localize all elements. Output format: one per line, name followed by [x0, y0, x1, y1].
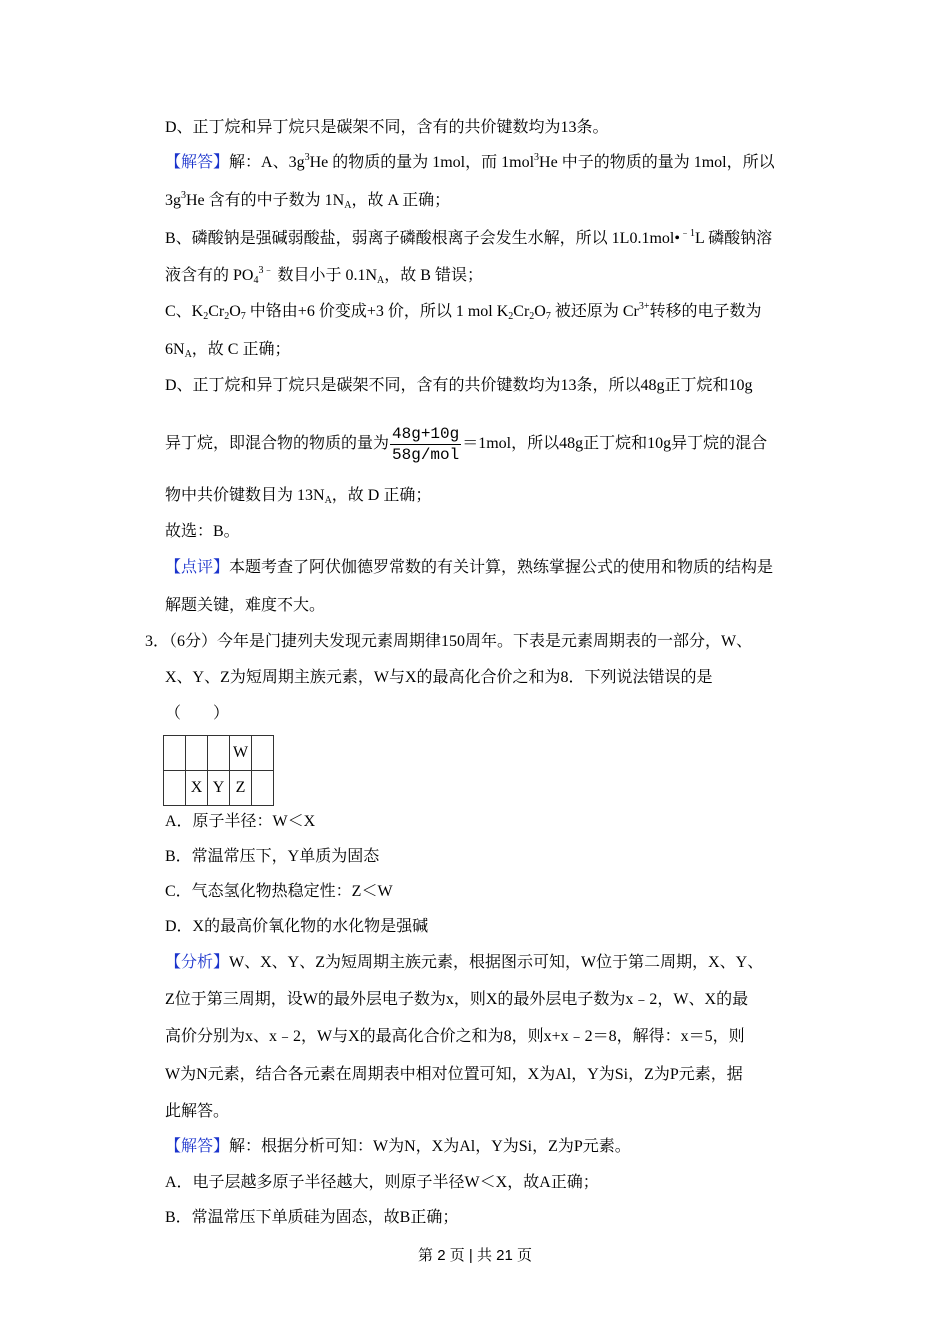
line8-post: ＝1mol，所以48g正丁烷和10g异丁烷的混合: [462, 435, 768, 453]
table-cell-x: X: [186, 771, 208, 806]
table-row: [164, 736, 274, 771]
q3-number: 3．: [145, 633, 170, 650]
q3-answer-line2: A．电子层越多原子半径越大，则原子半径W＜X，故A正确；: [165, 1174, 599, 1191]
prev-answer-line5: C、$K_2Cr_2O_7$ 中铬由+6 价变成+3 价，所以 1 mol $K_2Cr_2O_7$ 被还原为 $Cr^{3+}$转移的电子数为: [165, 301, 762, 322]
prev-answer-line6: $6N_A$，故 C 正确；: [165, 341, 291, 360]
q3-analysis-line2: Z位于第三周期，设W的最外层电子数为x，则X的最外层电子数为x﹣2，W、X的最: [165, 991, 749, 1008]
fraction: [390, 424, 461, 465]
table-cell-z: Z: [230, 771, 252, 806]
q3-option-d: D．X的最高价氧化物的水化物是强碱: [165, 918, 429, 935]
analysis-text: W、X、Y、Z为短周期主族元素，根据图示可知，W位于第二周期，X、Y、: [229, 954, 764, 971]
prev-comment-line1: [165, 558, 773, 578]
prev-answer-line2: $3g^3He$ 含有的中子数为 $1N_A$，故 A 正确；: [165, 190, 451, 211]
answer-tag: 【解答】: [165, 154, 230, 171]
q3-stem-line1: [145, 632, 752, 652]
page-footer: 第 2 页 | 共 21 页: [418, 1247, 532, 1264]
q3-stem-text: （6分）今年是门捷列夫发现元素周期律150周年。下表是元素周期表的一部分，W、: [169, 633, 753, 650]
prev-option-d: D、正丁烷和异丁烷只是碳架不同，含有的共价键数均为13条。: [165, 119, 609, 136]
q3-analysis-line5: 此解答。: [165, 1103, 230, 1120]
table-cell: [252, 736, 274, 771]
q3-analysis-line1: [165, 953, 763, 973]
periodic-table-fragment: [163, 735, 274, 806]
table-row: [164, 771, 274, 806]
prev-answer-line9: 物中共价键数目为 $13N_A$，故 D 正确；: [165, 487, 432, 506]
q3-answer-line3: B．常温常压下单质硅为固态，故B正确；: [165, 1209, 459, 1226]
table-cell: [186, 736, 208, 771]
prev-answer-line4: 液含有的 $PO_4^{3﹣}$ 数目小于 $0.1N_A$，故 B 错误；: [165, 265, 483, 286]
prev-choose: 故选：B。: [165, 523, 240, 540]
table-cell: [164, 771, 186, 806]
table-cell-w: W: [230, 736, 252, 771]
q3-stem-line3: （ ）: [165, 705, 230, 722]
q3-option-b: B．常温常压下，Y单质为固态: [165, 848, 380, 865]
line8-pre: 异丁烷，即混合物的物质的量为: [165, 435, 390, 453]
table-cell: [252, 771, 274, 806]
prev-answer-line7: D、正丁烷和异丁烷只是碳架不同，含有的共价键数均为13条，所以48g正丁烷和10g: [165, 377, 753, 394]
prev-comment-line2: 解题关键，难度不大。: [165, 597, 326, 614]
table-cell: [208, 736, 230, 771]
fraction-denominator: 58g/mol: [392, 446, 460, 464]
prev-answer-line3: B、磷酸钠是强碱弱酸盐，弱离子磷酸根离子会发生水解，所以 1L0.1mol•$^{﹣1}$L 磷酸钠溶: [165, 228, 773, 247]
table-cell-y: Y: [208, 771, 230, 806]
q3-analysis-line4: W为N元素，结合各元素在周期表中相对位置可知，X为Al，Y为Si，Z为P元素，据: [165, 1066, 743, 1083]
comment-tag: 【点评】: [165, 559, 230, 576]
q3-stem-line2: X、Y、Z为短周期主族元素，W与X的最高化合价之和为8．下列说法错误的是: [165, 669, 713, 686]
q3-analysis-line3: 高价分别为x、x﹣2，W与X的最高化合价之和为8，则x+x﹣2＝8，解得：x＝5，则: [165, 1028, 745, 1045]
prev-answer-line1: 【解答】解：A、$3g^3He$ 的物质的量为 1mol，而 1mol$^3$He 中子的物质的量为 1mol，所以: [165, 152, 775, 171]
q3-option-c: C．气态氢化物热稳定性：Z＜W: [165, 883, 393, 900]
prev-answer-line8: [165, 424, 767, 465]
q3-answer-line1: [165, 1137, 631, 1157]
q3-option-a: A．原子半径：W＜X: [165, 813, 316, 830]
answer-tag: 【解答】: [165, 1138, 230, 1155]
table-cell: [164, 736, 186, 771]
analysis-tag: 【分析】: [165, 954, 230, 971]
comment-text: 本题考查了阿伏伽德罗常数的有关计算，熟练掌握公式的使用和物质的结构是: [229, 559, 774, 576]
answer-text: 解：根据分析可知：W为N，X为Al，Y为Si，Z为P元素。: [229, 1138, 631, 1155]
fraction-numerator: 48g+10g: [392, 425, 460, 443]
